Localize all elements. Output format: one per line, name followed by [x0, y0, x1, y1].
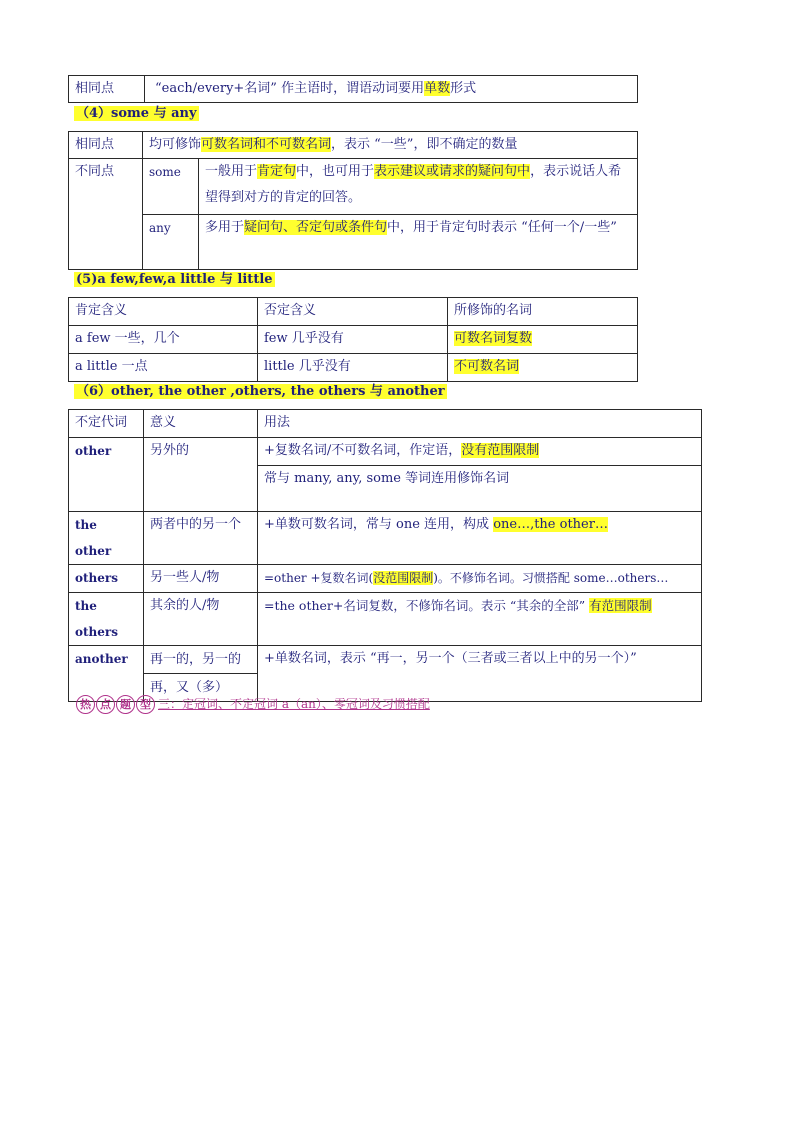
highlight: 没有范围限制: [461, 443, 540, 458]
text: “each/every+名词” 作主语时，谓语动词要用: [155, 81, 425, 96]
highlight: 肯定句: [257, 164, 297, 179]
text: 均可修饰: [149, 137, 202, 152]
table-few-little: [68, 297, 638, 382]
header-cell: 肯定含义: [69, 298, 258, 326]
table-some-any: [68, 131, 638, 270]
cell-meaning: 另外的: [144, 438, 258, 512]
badge-char: 点: [96, 695, 115, 714]
meaning-line: 再，又（多）: [150, 680, 229, 695]
hot-topic-text: 三：定冠词、不定冠词 a（an）、零冠词及习惯搭配: [158, 697, 430, 711]
header-cell: 意义: [144, 410, 258, 438]
cell-meaning: 其余的人/物: [144, 593, 258, 646]
table-cell: [448, 326, 638, 354]
text: 中，用于肯定句时表示 “任何一个/一些”: [387, 220, 617, 235]
text: +复数名词/不可数名词，作定语，: [264, 443, 462, 458]
highlight: 可数名词和不可数名词: [201, 137, 332, 152]
text: 中，也可用于: [296, 164, 375, 179]
highlight: 表示建议或请求的疑问句中: [374, 164, 531, 179]
highlight: 疑问句、否定句或条件句: [244, 220, 388, 235]
cell-usage: 常与 many, any, some 等词连用修饰名词: [258, 466, 702, 512]
badge-char: 型: [136, 695, 155, 714]
badge-char: 热: [76, 695, 95, 714]
header-cell: 用法: [258, 410, 702, 438]
caption-other: [74, 382, 447, 402]
highlight: one…,the other…: [493, 517, 608, 532]
cell-meaning: 另一些人/物: [144, 565, 258, 593]
highlight: 不可数名词: [454, 359, 520, 374]
table-other: [68, 409, 702, 702]
caption-some-any: [74, 104, 199, 124]
table-cell: [448, 354, 638, 382]
highlight: 单数: [424, 81, 451, 96]
caption-few-little: [74, 270, 275, 290]
cell-word: the other: [69, 512, 144, 565]
cell-word: some: [143, 159, 199, 215]
cell-word: other: [69, 438, 144, 512]
table-cell: a little 一点: [69, 354, 258, 382]
cell-usage: [258, 593, 702, 646]
caption-text: （4）some 与 any: [76, 106, 197, 121]
text: =the other+名词复数，不修饰名词。表示 “其余的全部”: [264, 598, 590, 613]
cell-content: [143, 132, 638, 159]
header-cell: 否定含义: [258, 298, 448, 326]
cell-usage: [258, 438, 702, 466]
caption-text: (5)a few,few,a little 与 little: [76, 272, 273, 287]
text: 一般用于: [205, 164, 258, 179]
header-cell: 所修饰的名词: [448, 298, 638, 326]
caption-text: （6）other, the other ,others, the others 与 another: [76, 384, 445, 399]
text: )。不修饰名词。习惯搭配 some…others…: [433, 571, 669, 585]
cell-word: another: [69, 646, 144, 702]
cell-content: [199, 215, 638, 270]
cell-meaning: 两者中的另一个: [144, 512, 258, 565]
table-common-point: [68, 75, 638, 103]
cell-label: 相同点: [69, 132, 143, 159]
cell-label: 不同点: [69, 159, 143, 270]
table-cell: little 几乎没有: [258, 354, 448, 382]
cell-content: [145, 76, 638, 103]
highlight: 没范围限制: [373, 571, 434, 585]
text: =other +复数名词(: [264, 571, 374, 585]
table-cell: few 几乎没有: [258, 326, 448, 354]
text: 多用于: [205, 220, 245, 235]
cell-usage: +单数名词，表示 “再一，另一个（三者或三者以上中的另一个）”: [258, 646, 702, 702]
text: ，表示 “一些”，即不确定的数量: [331, 137, 518, 152]
hot-topic-heading: [76, 695, 430, 714]
text: +单数可数名词，常与 one 连用，构成: [264, 517, 494, 532]
cell-usage: [258, 565, 702, 593]
highlight: 有范围限制: [589, 598, 652, 613]
highlight: 可数名词复数: [454, 331, 533, 346]
cell-word: others: [69, 565, 144, 593]
cell-usage: [258, 512, 702, 565]
cell-word: any: [143, 215, 199, 270]
text: ，表示说话人希望得到对方的肯定的回答。: [205, 164, 622, 205]
cell-word: the others: [69, 593, 144, 646]
table-cell: a few 一些，几个: [69, 326, 258, 354]
badge-char: 题: [116, 695, 135, 714]
header-cell: 不定代词: [69, 410, 144, 438]
meaning-line: 再一的，另一的: [144, 646, 257, 674]
cell-meaning: [144, 646, 258, 702]
text: 形式: [450, 81, 477, 96]
cell-label: 相同点: [69, 76, 145, 103]
cell-content: [199, 159, 638, 215]
